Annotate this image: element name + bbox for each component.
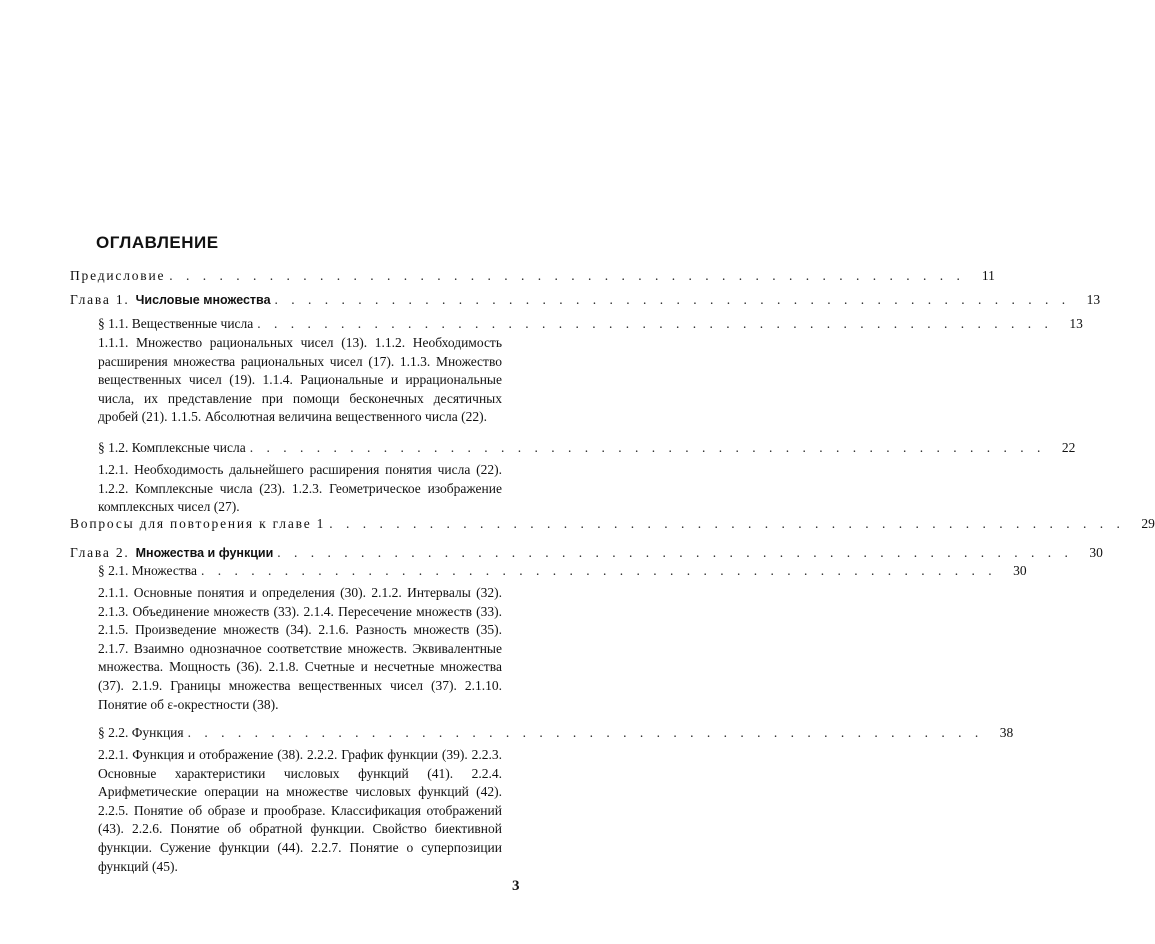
toc-page-number: 13 [1086,292,1101,307]
section-title: § 2.2. Функция [98,725,184,740]
leader-dots: . . . . . . . . . . . . . . . . . . . . . . . . . . . . . . . . . . . . . . . . . . . . . . . . [329,516,1125,531]
section-2-1-contents: 2.1.1. Основные понятия и определения (30). 2.1.2. Интервалы (32). 2.1.3. Объединение множеств (33). 2.1.4. Пересечение множеств (33). 2.1.5. Произведение множеств (34). 2.1.6. Разность множеств (35). 2.1.7. Взаимно однозначное соответствие множеств. Эквивалентные множества. Мощность (36). 2.1.8. Счетные и несчетные множества (37). 2.1.9. Границы множества вещественных чисел (37). 2.1.10. Понятие об ε-окрестности (38). [98,585,502,712]
chapter-title: Числовые множества [135,293,271,307]
toc-entry-section-1-2[interactable] [98,440,1076,460]
toc-page-number: 30 [1013,563,1027,578]
page-number: 3 [512,878,520,894]
chapter-prefix: Глава 2. [70,545,130,560]
toc-entry-preface[interactable] [70,268,995,288]
toc-page-number: 13 [1069,316,1083,331]
page-title: ОГЛАВЛЕНИЕ [96,233,219,252]
toc-entry-chapter-2[interactable] [70,545,1103,565]
section-title: § 1.1. Вещественные числа [98,316,254,331]
chapter-title: Множества и функции [135,546,274,560]
leader-dots: . . . . . . . . . . . . . . . . . . . . . . . . . . . . . . . . . . . . . . . . . . . . . . . . [187,725,984,740]
toc-page-number: 30 [1089,545,1103,560]
leader-dots: . . . . . . . . . . . . . . . . . . . . . . . . . . . . . . . . . . . . . . . . . . . . . . . . [169,268,965,283]
toc-entry-label: Предисловие [70,268,166,283]
toc-entry-section-1-1[interactable] [98,316,1083,336]
toc-entry-questions-1[interactable] [70,516,1155,536]
section-2-2-contents: 2.2.1. Функция и отображение (38). 2.2.2. График функции (39). 2.2.3. Основные характеристики числовых функций (41). 2.2.4. Арифметические операции на множестве числовых функций (42). 2.2.5. Понятие об образе и прообразе. Классификация отображений (43). 2.2.6. Понятие об обратной функции. Свойство биективной функции. Сужение функции (44). 2.2.7. Понятие о суперпозиции функций (45). [98,747,502,874]
leader-dots: . . . . . . . . . . . . . . . . . . . . . . . . . . . . . . . . . . . . . . . . . . . . . . . . [200,563,997,578]
toc-page-number: 29 [1141,516,1155,531]
toc-entry-chapter-1[interactable] [70,292,1101,312]
section-1-2-contents: 1.2.1. Необходимость дальнейшего расширения понятия числа (22). 1.2.2. Комплексные числа (23). 1.2.3. Геометрическое изображение комплексных чисел (27). [98,462,502,515]
toc-entry-label: Вопросы для повторения к главе 1 [70,516,326,531]
toc-entry-section-2-2[interactable] [98,725,1014,745]
leader-dots: . . . . . . . . . . . . . . . . . . . . . . . . . . . . . . . . . . . . . . . . . . . . . . . . [274,292,1071,307]
chapter-prefix: Глава 1. [70,292,130,307]
toc-page-number: 22 [1061,440,1076,455]
toc-page-number: 38 [999,725,1014,740]
toc-page-number: 11 [981,268,995,283]
toc-entry-section-2-1[interactable] [98,563,1027,583]
section-title: § 1.2. Комплексные числа [98,440,246,455]
leader-dots: . . . . . . . . . . . . . . . . . . . . . . . . . . . . . . . . . . . . . . . . . . . . . . . . [277,545,1073,560]
section-title: § 2.1. Множества [98,563,197,578]
leader-dots: . . . . . . . . . . . . . . . . . . . . . . . . . . . . . . . . . . . . . . . . . . . . . . . . [257,316,1053,331]
leader-dots: . . . . . . . . . . . . . . . . . . . . . . . . . . . . . . . . . . . . . . . . . . . . . . . . [249,440,1046,455]
section-1-1-contents: 1.1.1. Множество рациональных чисел (13). 1.1.2. Необходимость расширения множества рациональных чисел (17). 1.1.3. Множество вещественных чисел (19). 1.1.4. Рациональные и иррациональные числа, их представление при помощи бесконечных десятичных дробей (21). 1.1.5. Абсолютная величина вещественного числа (22). [98,335,502,425]
